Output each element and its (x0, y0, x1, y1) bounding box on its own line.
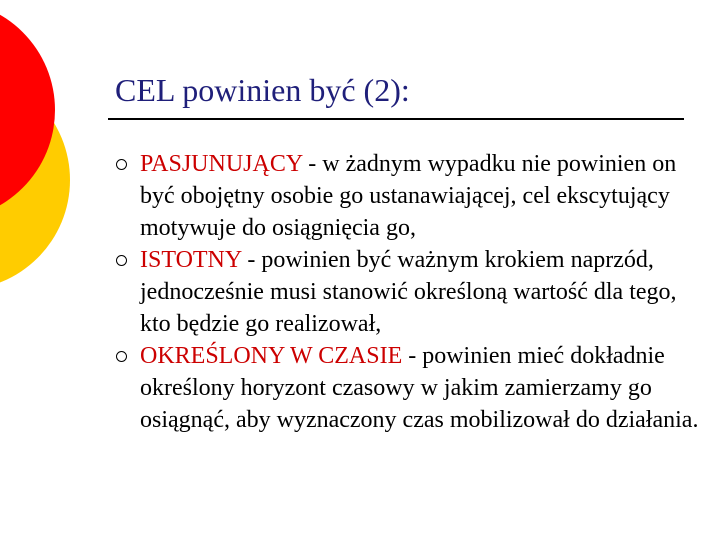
bullet-item-istotny (140, 244, 700, 340)
slide-title: CEL powinien być (2): (115, 72, 410, 108)
bullet-text: - powinien mieć dokładnie określony horyzont czasowy w jakim zamierzamy go osiągnąć, aby wyznaczony czas mobilizował do działania. (140, 343, 699, 433)
bullet-term: PASJUNUJĄCY (140, 151, 303, 177)
bullet-term: OKREŚLONY W CZASIE (140, 343, 403, 369)
bullet-text: - w żadnym wypadku nie powinien on być obojętny osobie go ustanawiającej, cel ekscytujący motywuje do osiągnięcia go, (140, 151, 677, 241)
bullet-text: - powinien być ważnym krokiem naprzód, jednocześnie musi stanowić określoną wartość dla tego, kto będzie go realizował, (140, 247, 677, 337)
corner-circles-decoration (0, 0, 120, 300)
title-divider (108, 118, 684, 120)
bullet-item-okreslony-w-czasie (140, 340, 700, 436)
bullet-term: ISTOTNY (140, 247, 242, 273)
hollow-circle-bullet-icon (116, 255, 127, 266)
hollow-circle-bullet-icon (116, 159, 127, 170)
bullet-item-pasjonujacy (140, 148, 700, 244)
hollow-circle-bullet-icon (116, 351, 127, 362)
bullet-list (140, 148, 700, 436)
